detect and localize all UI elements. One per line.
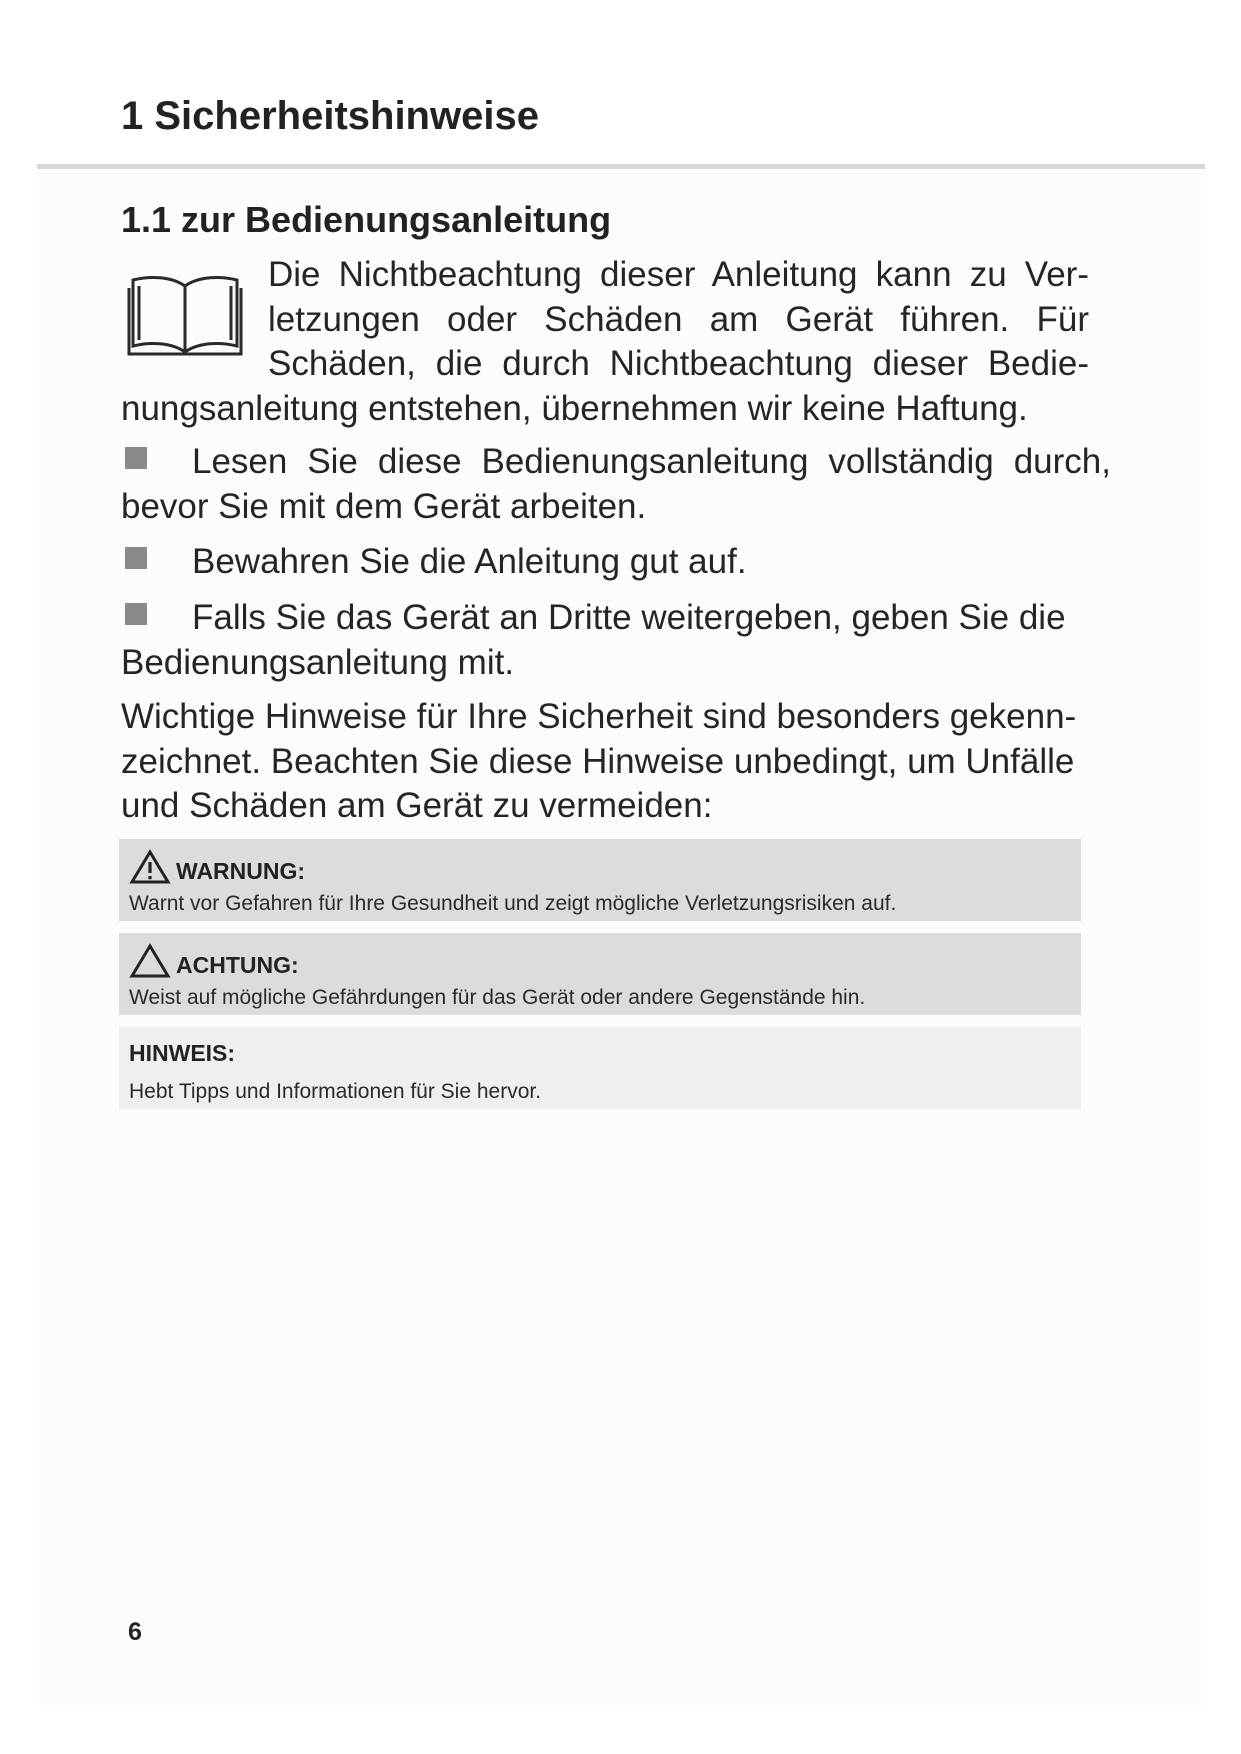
section-title: 1.1 zur Bedienungsanleitung: [121, 199, 612, 240]
bullet-text: Bewahren Sie die Anleitung gut auf.: [192, 542, 747, 581]
hint-text: Hebt Tipps und Informationen für Sie hervor.: [129, 1080, 542, 1103]
bullet-square-icon: [125, 447, 147, 469]
bullet-square-icon: [125, 603, 147, 625]
warning-notice: [119, 839, 1081, 921]
bullet-text: Lesen Sie diese Bedienungsanleitung vollständig durch, bevor Sie mit dem Gerät arbeiten.: [121, 442, 1111, 526]
warning-text: Warnt vor Gefahren für Ihre Gesundheit und zeigt mögliche Verletzungsrisiken auf.: [129, 892, 897, 915]
bullet-item: [121, 540, 1111, 585]
caution-notice: [119, 933, 1081, 1015]
caution-title: ACHTUNG:: [176, 952, 299, 978]
bullet-item: [121, 440, 1111, 529]
bullet-item: [121, 596, 1111, 685]
intro-paragraph: [121, 253, 1089, 431]
chapter-divider: [37, 164, 1205, 169]
warning-triangle-icon: [129, 849, 171, 885]
caution-text: Weist auf mögliche Gefährdungen für das Gerät oder andere Gegenstände hin.: [129, 986, 866, 1009]
hint-notice: [119, 1027, 1081, 1109]
caution-triangle-icon: [129, 943, 171, 979]
intro-line-2: letzungen oder Schäden am Gerät führen. Für: [268, 299, 1089, 339]
caution-notice-header: [129, 943, 299, 979]
page-number: 6: [128, 1618, 142, 1646]
hint-notice-header: [129, 1039, 235, 1067]
bullet-square-icon: [125, 547, 147, 569]
important-note-paragraph: Wichtige Hinweise für Ihre Sicherheit sind besonders gekenn-zeichnet. Beachten Sie diese Hinweise unbedingt, um Unfälle und Schäden am Gerät zu vermeiden:: [121, 697, 1077, 825]
chapter-title: 1 Sicherheitshinweise: [121, 94, 539, 138]
intro-line-1: Die Nichtbeachtung dieser Anleitung kann zu Ver-: [268, 255, 1089, 294]
intro-line-4: nungsanleitung entstehen, übernehmen wir keine Haftung.: [121, 388, 1028, 428]
bullet-text: Falls Sie das Gerät an Dritte weitergeben, geben Sie die Bedienungsanleitung mit.: [121, 598, 1066, 682]
warning-notice-header: [129, 849, 305, 885]
hint-title: HINWEIS:: [129, 1040, 236, 1066]
intro-line-3: Schäden, die durch Nichtbeachtung dieser Bedie-: [268, 344, 1089, 383]
warning-title: WARNUNG:: [176, 858, 306, 884]
